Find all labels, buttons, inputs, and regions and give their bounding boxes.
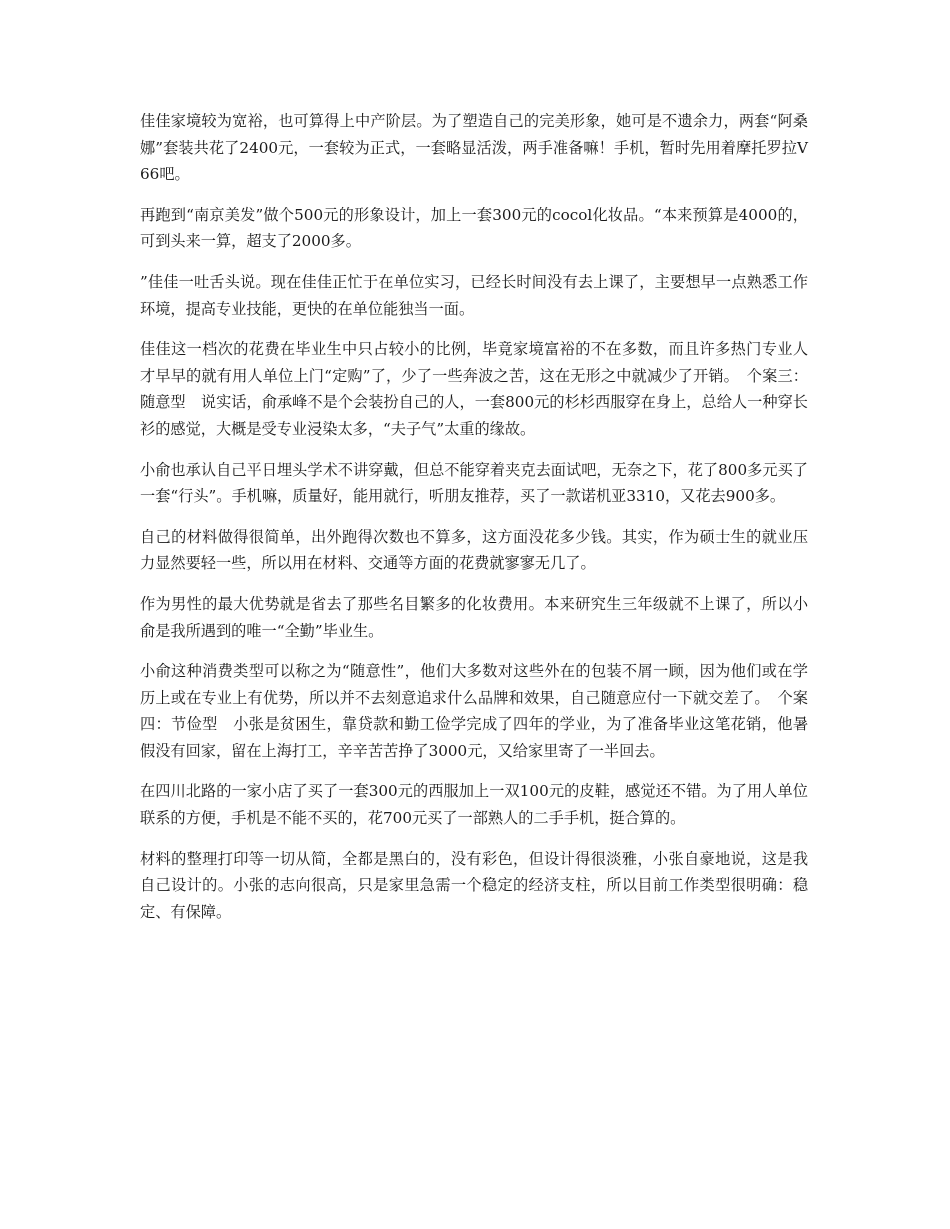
paragraph-1: 佳佳家境较为宽裕，也可算得上中产阶层。为了塑造自己的完美形象，她可是不遗余力，两套“阿桑娜”套装共花了2400元，一套较为正式，一套略显活泼，两手准备嘛！手机，暂时先用着摩托罗拉V66吧。 [140,112,808,184]
paragraph-8: 小俞这种消费类型可以称之为“随意性”，他们大多数对这些外在的包装不屑一顾，因为他们或在学历上或在专业上有优势，所以并不去刻意追求什么品牌和效果，自己随意应付一下就交差了。 个案四：节俭型 小张是贫困生，靠贷款和勤工俭学完成了四年的学业，为了准备毕业这笔花销，他暑假没有回家，留在上海打工，辛辛苦苦挣了3000元，又给家里寄了一半回去。 [140,662,808,760]
paragraph-10: 材料的整理打印等一切从简，全都是黑白的，没有彩色，但设计得很淡雅，小张自豪地说，这是我自己设计的。小张的志向很高，只是家里急需一个稳定的经济支柱，所以目前工作类型很明确：稳定、有保障。 [140,849,808,921]
paragraph-4: 佳佳这一档次的花费在毕业生中只占较小的比例，毕竟家境富裕的不在多数，而且许多热门专业人才早早的就有用人单位上门“定购”了，少了一些奔波之苦，这在无形之中就减少了开销。 个案三：随意型 说实话，俞承峰不是个会装扮自己的人，一套800元的杉杉西服穿在身上，总给人一种穿长衫的感觉，大概是受专业浸染太多，“夫子气”太重的缘故。 [140,340,808,438]
paragraph-9: 在四川北路的一家小店了买了一套300元的西服加上一双100元的皮鞋，感觉还不错。为了用人单位联系的方便，手机是不能不买的，花700元买了一部熟人的二手手机，挺合算的。 [140,782,808,828]
document-page [140,108,808,939]
paragraph-6: 自己的材料做得很简单，出外跑得次数也不算多，这方面没花多少钱。其实，作为硕士生的就业压力显然要轻一些，所以用在材料、交通等方面的花费就寥寥无几了。 [140,527,808,573]
paragraph-5: 小俞也承认自己平日埋头学术不讲穿戴，但总不能穿着夹克去面试吧，无奈之下，花了800多元买了一套“行头”。手机嘛，质量好，能用就行，听朋友推荐，买了一款诺机亚3310，又花去900多。 [140,460,808,506]
paragraph-3: ”佳佳一吐舌头说。现在佳佳正忙于在单位实习，已经长时间没有去上课了，主要想早一点熟悉工作环境，提高专业技能，更快的在单位能独当一面。 [140,272,808,318]
paragraph-7: 作为男性的最大优势就是省去了那些名目繁多的化妆费用。本来研究生三年级就不上课了，所以小俞是我所遇到的唯一“全勤”毕业生。 [140,594,808,640]
paragraph-2: 再跑到“南京美发”做个500元的形象设计，加上一套300元的cocol化妆品。“本来预算是4000的，可到头来一算，超支了2000多。 [140,205,808,251]
